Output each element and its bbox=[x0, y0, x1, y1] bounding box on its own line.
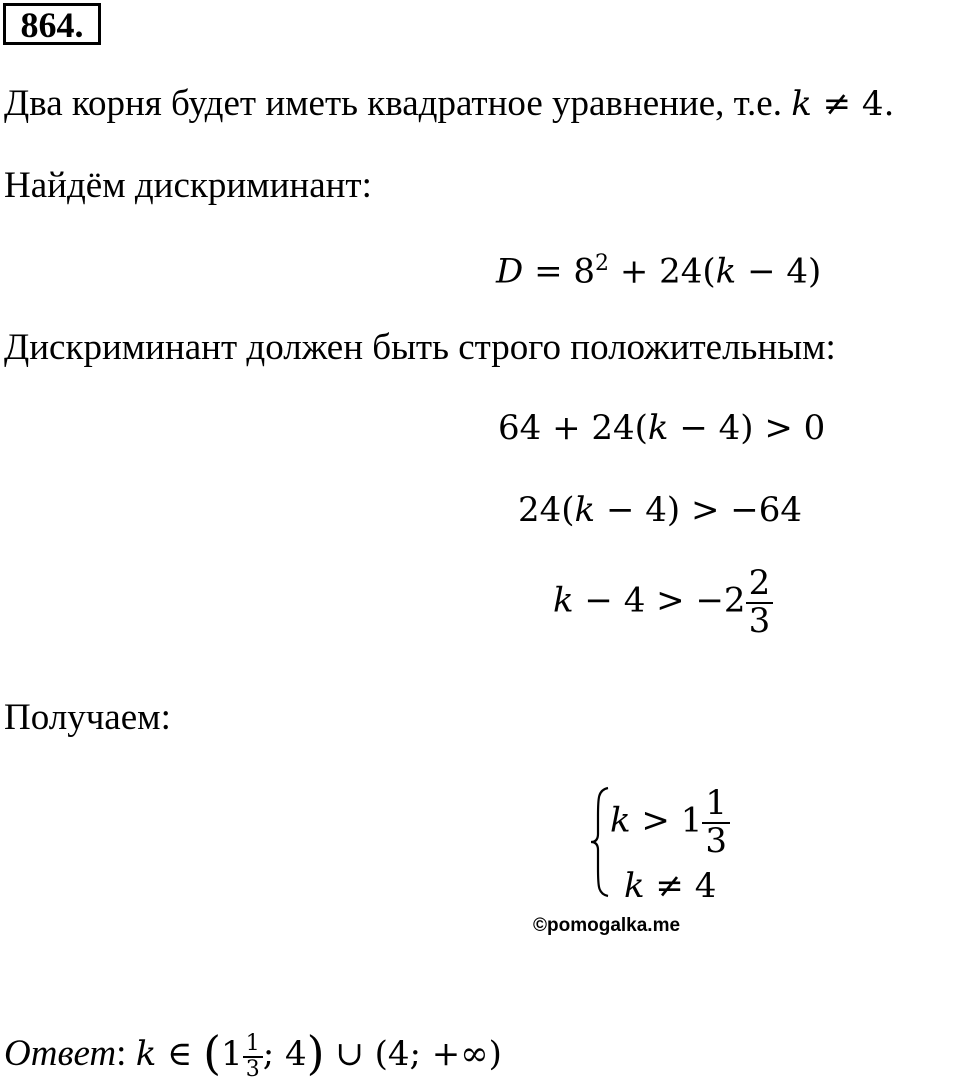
answer-rest: ; 4 bbox=[262, 1034, 307, 1074]
ineq3-k: k bbox=[553, 580, 574, 621]
ineq1-b: − 4) > 0 bbox=[668, 408, 826, 448]
ineq3-a: − 4 > −2 bbox=[573, 580, 746, 621]
answer-in: ∈ bbox=[156, 1034, 204, 1074]
equation-discriminant bbox=[496, 242, 821, 293]
sys2-rel: ≠ 4 bbox=[644, 866, 717, 906]
two-roots-text: Два корня будет иметь квадратное уравнение, т.е. bbox=[4, 83, 782, 124]
eq1-eq: = 8 bbox=[523, 251, 596, 292]
left-brace-icon bbox=[588, 786, 612, 898]
answer-fraction bbox=[243, 1032, 263, 1080]
paragraph-result: Получаем: bbox=[4, 697, 171, 738]
answer-union: ∪ (4; +∞) bbox=[324, 1034, 502, 1074]
ineq1-k: k bbox=[647, 408, 669, 448]
answer-rparen: ) bbox=[306, 1026, 325, 1080]
paragraph-positive: Дискриминант должен быть строго положительным: bbox=[4, 327, 836, 368]
sys-frac-numerator: 1 bbox=[702, 786, 730, 824]
frac-numerator: 2 bbox=[746, 566, 774, 604]
paragraph-two-roots bbox=[4, 82, 894, 126]
answer-colon: : bbox=[116, 1033, 127, 1074]
system-line-2 bbox=[624, 864, 716, 908]
var-D: D bbox=[496, 251, 524, 292]
eq1-minus: − 4) bbox=[736, 251, 822, 292]
fraction-one-third bbox=[702, 783, 730, 861]
answer-line bbox=[4, 1026, 502, 1082]
answer-lparen: ( bbox=[203, 1026, 222, 1080]
eq1-exponent: 2 bbox=[595, 251, 610, 276]
answer-label: Ответ bbox=[4, 1033, 117, 1074]
fraction-two-thirds bbox=[746, 563, 774, 641]
system-line-1 bbox=[610, 783, 730, 861]
problem-number: 864. bbox=[3, 3, 101, 45]
frac-denominator: 3 bbox=[748, 600, 771, 641]
ineq2-k: k bbox=[574, 490, 596, 530]
answer-frac-denominator: 3 bbox=[245, 1056, 260, 1082]
sys1-k: k bbox=[610, 800, 631, 841]
var-k: k bbox=[791, 84, 812, 124]
answer-frac-numerator: 1 bbox=[243, 1032, 263, 1057]
paragraph-find-discriminant: Найдём дискриминант: bbox=[4, 165, 372, 206]
inequality-2 bbox=[518, 488, 802, 532]
answer-whole: 1 bbox=[221, 1034, 243, 1074]
sys-frac-denominator: 3 bbox=[705, 820, 727, 861]
sys1-rel: > 1 bbox=[630, 800, 703, 841]
watermark: ©pomogalka.me bbox=[533, 915, 681, 936]
k-not-4: ≠ 4. bbox=[811, 84, 895, 124]
eq1-k: k bbox=[715, 251, 737, 292]
ineq2-b: − 4) > −64 bbox=[595, 490, 802, 530]
answer-k: k bbox=[135, 1034, 157, 1074]
sys2-k: k bbox=[624, 866, 645, 906]
ineq1-a: 64 + 24( bbox=[498, 408, 648, 448]
inequality-1 bbox=[498, 406, 825, 450]
ineq2-a: 24( bbox=[518, 490, 575, 530]
inequality-3 bbox=[553, 563, 773, 641]
eq1-plus: + 24( bbox=[609, 251, 716, 292]
